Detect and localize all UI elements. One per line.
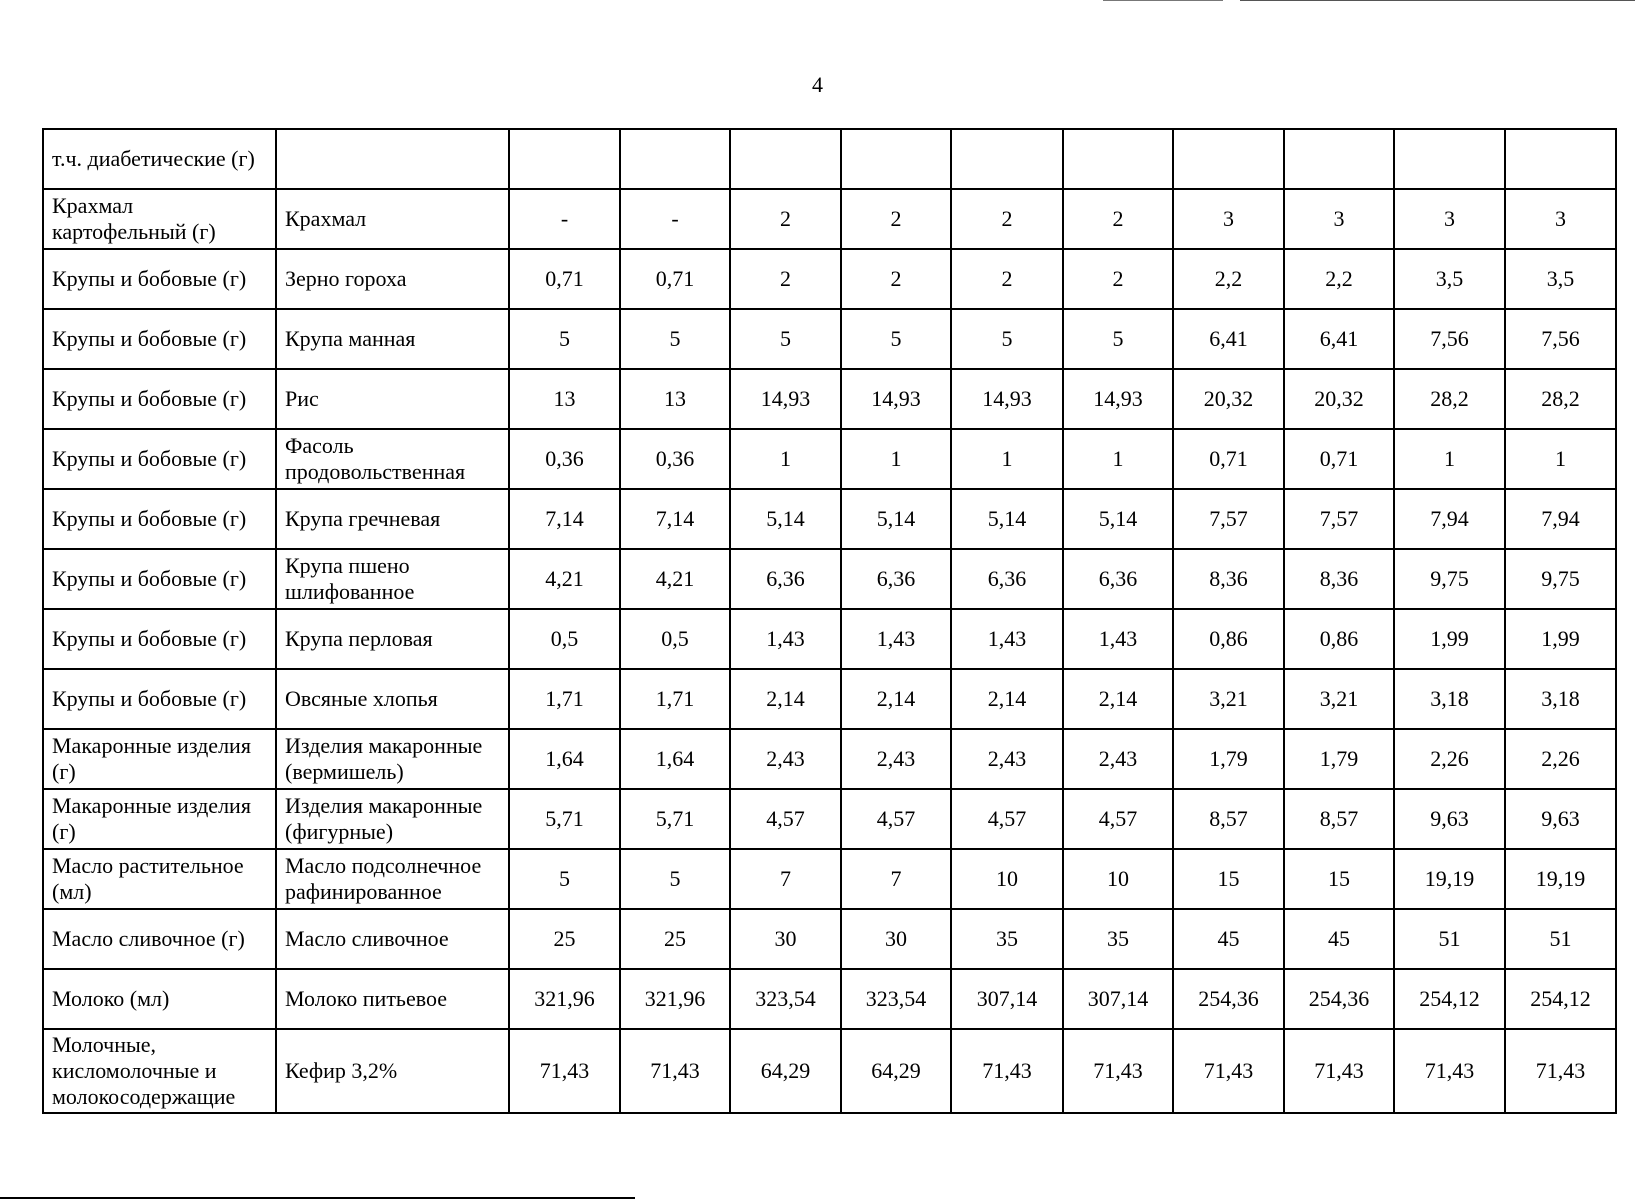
value-cell: 3 <box>1173 189 1284 249</box>
value-cell: 9,63 <box>1394 789 1505 849</box>
value-cell <box>1505 129 1616 189</box>
value-cell: 1,79 <box>1173 729 1284 789</box>
value-cell: 0,5 <box>509 609 620 669</box>
value-cell: 1,43 <box>841 609 951 669</box>
value-cell: 7,94 <box>1505 489 1616 549</box>
table-row <box>43 789 1616 849</box>
value-cell: 5 <box>620 309 730 369</box>
value-cell: 2 <box>730 189 841 249</box>
value-cell: 1,79 <box>1284 729 1394 789</box>
value-cell: 2,2 <box>1173 249 1284 309</box>
value-cell: 254,12 <box>1505 969 1616 1029</box>
value-cell: 8,36 <box>1284 549 1394 609</box>
value-cell: 51 <box>1505 909 1616 969</box>
value-cell: 3 <box>1505 189 1616 249</box>
value-cell: 2 <box>841 189 951 249</box>
value-cell: 30 <box>841 909 951 969</box>
value-cell: 0,71 <box>1284 429 1394 489</box>
product-cell <box>276 129 509 189</box>
product-cell: Крупа перловая <box>276 609 509 669</box>
value-cell: 321,96 <box>509 969 620 1029</box>
value-cell: 6,36 <box>841 549 951 609</box>
table-row <box>43 669 1616 729</box>
value-cell: 5 <box>730 309 841 369</box>
value-cell: 8,36 <box>1173 549 1284 609</box>
value-cell: 8,57 <box>1284 789 1394 849</box>
value-cell: 28,2 <box>1505 369 1616 429</box>
product-cell: Крупа манная <box>276 309 509 369</box>
value-cell: 5,14 <box>951 489 1063 549</box>
value-cell: 20,32 <box>1173 369 1284 429</box>
table-row <box>43 909 1616 969</box>
value-cell: 0,86 <box>1284 609 1394 669</box>
category-cell: Масло сливочное (г) <box>43 909 276 969</box>
value-cell: 5 <box>509 309 620 369</box>
value-cell: 2 <box>841 249 951 309</box>
value-cell: 3,18 <box>1394 669 1505 729</box>
value-cell: 8,57 <box>1173 789 1284 849</box>
value-cell: 3,5 <box>1394 249 1505 309</box>
value-cell: 4,57 <box>730 789 841 849</box>
product-cell: Овсяные хлопья <box>276 669 509 729</box>
value-cell: 4,21 <box>620 549 730 609</box>
value-cell: 7,56 <box>1505 309 1616 369</box>
value-cell: 7,57 <box>1284 489 1394 549</box>
value-cell: 71,43 <box>1063 1029 1173 1113</box>
value-cell: 3,5 <box>1505 249 1616 309</box>
table-body <box>43 129 1616 1113</box>
value-cell: 7,94 <box>1394 489 1505 549</box>
category-cell: Крупы и бобовые (г) <box>43 429 276 489</box>
value-cell: 6,41 <box>1284 309 1394 369</box>
category-cell: Крупы и бобовые (г) <box>43 369 276 429</box>
value-cell: 25 <box>620 909 730 969</box>
value-cell <box>841 129 951 189</box>
category-cell: Молоко (мл) <box>43 969 276 1029</box>
value-cell: 307,14 <box>1063 969 1173 1029</box>
value-cell: 3,21 <box>1173 669 1284 729</box>
value-cell: 0,5 <box>620 609 730 669</box>
value-cell: 71,43 <box>509 1029 620 1113</box>
category-cell: Крупы и бобовые (г) <box>43 669 276 729</box>
table-row <box>43 369 1616 429</box>
value-cell: 9,63 <box>1505 789 1616 849</box>
value-cell: 1,43 <box>730 609 841 669</box>
value-cell: 5 <box>841 309 951 369</box>
category-cell: Макаронные изделия (г) <box>43 789 276 849</box>
value-cell: 2 <box>951 249 1063 309</box>
table-row <box>43 189 1616 249</box>
value-cell: 5,14 <box>1063 489 1173 549</box>
value-cell: 1,64 <box>509 729 620 789</box>
value-cell: 2,26 <box>1505 729 1616 789</box>
value-cell: 1 <box>841 429 951 489</box>
value-cell: 7,14 <box>620 489 730 549</box>
value-cell: 3 <box>1394 189 1505 249</box>
category-cell: Крупы и бобовые (г) <box>43 309 276 369</box>
value-cell: 71,43 <box>1505 1029 1616 1113</box>
value-cell: 1,99 <box>1394 609 1505 669</box>
product-cell: Изделия макаронные (вермишель) <box>276 729 509 789</box>
value-cell: 5 <box>620 849 730 909</box>
value-cell <box>1063 129 1173 189</box>
product-cell: Рис <box>276 369 509 429</box>
value-cell: 51 <box>1394 909 1505 969</box>
product-cell: Масло сливочное <box>276 909 509 969</box>
value-cell: 7,57 <box>1173 489 1284 549</box>
value-cell: 3,21 <box>1284 669 1394 729</box>
value-cell: 28,2 <box>1394 369 1505 429</box>
value-cell: 1,64 <box>620 729 730 789</box>
value-cell: 2,14 <box>951 669 1063 729</box>
value-cell: 14,93 <box>730 369 841 429</box>
category-cell: Крупы и бобовые (г) <box>43 609 276 669</box>
value-cell: 254,12 <box>1394 969 1505 1029</box>
value-cell: - <box>620 189 730 249</box>
value-cell: 9,75 <box>1394 549 1505 609</box>
value-cell: 5 <box>951 309 1063 369</box>
value-cell: 64,29 <box>841 1029 951 1113</box>
value-cell: 30 <box>730 909 841 969</box>
category-cell: Крупы и бобовые (г) <box>43 489 276 549</box>
value-cell: 323,54 <box>841 969 951 1029</box>
table-row <box>43 309 1616 369</box>
value-cell: 4,57 <box>841 789 951 849</box>
value-cell: 2,43 <box>730 729 841 789</box>
value-cell: 1,71 <box>509 669 620 729</box>
value-cell: - <box>509 189 620 249</box>
value-cell: 307,14 <box>951 969 1063 1029</box>
value-cell: 14,93 <box>841 369 951 429</box>
value-cell: 1 <box>1505 429 1616 489</box>
table-row <box>43 1029 1616 1113</box>
value-cell: 2,14 <box>730 669 841 729</box>
value-cell: 1 <box>1394 429 1505 489</box>
value-cell <box>620 129 730 189</box>
value-cell: 323,54 <box>730 969 841 1029</box>
value-cell: 5,71 <box>620 789 730 849</box>
value-cell: 5,14 <box>841 489 951 549</box>
value-cell: 0,36 <box>620 429 730 489</box>
product-cell: Крупа гречневая <box>276 489 509 549</box>
value-cell: 20,32 <box>1284 369 1394 429</box>
value-cell: 6,41 <box>1173 309 1284 369</box>
value-cell: 2,14 <box>1063 669 1173 729</box>
value-cell <box>730 129 841 189</box>
scan-edge-line <box>1240 0 1635 1</box>
value-cell: 71,43 <box>620 1029 730 1113</box>
value-cell: 71,43 <box>1173 1029 1284 1113</box>
table-row <box>43 129 1616 189</box>
table-row <box>43 489 1616 549</box>
value-cell: 7 <box>841 849 951 909</box>
value-cell: 7,14 <box>509 489 620 549</box>
value-cell: 14,93 <box>1063 369 1173 429</box>
page-number: 4 <box>812 72 823 97</box>
value-cell: 5,14 <box>730 489 841 549</box>
table-row <box>43 729 1616 789</box>
value-cell: 71,43 <box>1284 1029 1394 1113</box>
table-row <box>43 609 1616 669</box>
value-cell: 35 <box>951 909 1063 969</box>
value-cell: 2 <box>1063 249 1173 309</box>
value-cell: 2 <box>730 249 841 309</box>
value-cell: 254,36 <box>1284 969 1394 1029</box>
value-cell: 0,71 <box>1173 429 1284 489</box>
value-cell: 4,57 <box>1063 789 1173 849</box>
scan-edge-line <box>1103 0 1223 1</box>
value-cell: 4,21 <box>509 549 620 609</box>
value-cell: 1 <box>730 429 841 489</box>
category-cell: Крупы и бобовые (г) <box>43 249 276 309</box>
value-cell: 19,19 <box>1394 849 1505 909</box>
value-cell <box>1173 129 1284 189</box>
category-cell: т.ч. диабетические (г) <box>43 129 276 189</box>
value-cell: 13 <box>620 369 730 429</box>
value-cell: 10 <box>1063 849 1173 909</box>
table-row <box>43 549 1616 609</box>
table-row <box>43 849 1616 909</box>
value-cell: 1,71 <box>620 669 730 729</box>
category-cell: Крупы и бобовые (г) <box>43 549 276 609</box>
value-cell: 2,26 <box>1394 729 1505 789</box>
value-cell: 14,93 <box>951 369 1063 429</box>
category-cell: Макаронные изделия (г) <box>43 729 276 789</box>
product-cell: Масло подсолнечное рафинированное <box>276 849 509 909</box>
value-cell: 35 <box>1063 909 1173 969</box>
value-cell: 15 <box>1284 849 1394 909</box>
table-row <box>43 429 1616 489</box>
value-cell: 71,43 <box>1394 1029 1505 1113</box>
value-cell: 2 <box>951 189 1063 249</box>
value-cell: 5,71 <box>509 789 620 849</box>
product-cell: Фасоль продовольственная <box>276 429 509 489</box>
value-cell <box>1394 129 1505 189</box>
value-cell: 1,43 <box>951 609 1063 669</box>
value-cell: 2,43 <box>1063 729 1173 789</box>
product-cell: Крахмал <box>276 189 509 249</box>
value-cell: 254,36 <box>1173 969 1284 1029</box>
value-cell <box>509 129 620 189</box>
table-row <box>43 969 1616 1029</box>
ration-table <box>42 128 1617 1114</box>
value-cell: 2,43 <box>841 729 951 789</box>
value-cell: 2 <box>1063 189 1173 249</box>
value-cell: 2,14 <box>841 669 951 729</box>
value-cell: 45 <box>1173 909 1284 969</box>
value-cell: 1 <box>1063 429 1173 489</box>
value-cell: 0,71 <box>509 249 620 309</box>
value-cell: 71,43 <box>951 1029 1063 1113</box>
value-cell: 4,57 <box>951 789 1063 849</box>
value-cell: 9,75 <box>1505 549 1616 609</box>
value-cell: 3,18 <box>1505 669 1616 729</box>
value-cell: 6,36 <box>951 549 1063 609</box>
value-cell: 5 <box>509 849 620 909</box>
value-cell: 0,86 <box>1173 609 1284 669</box>
value-cell: 3 <box>1284 189 1394 249</box>
value-cell: 6,36 <box>730 549 841 609</box>
category-cell: Молочные, кисломолочные и молокосодержащие <box>43 1029 276 1113</box>
value-cell: 321,96 <box>620 969 730 1029</box>
value-cell: 2,43 <box>951 729 1063 789</box>
value-cell: 5 <box>1063 309 1173 369</box>
value-cell: 45 <box>1284 909 1394 969</box>
product-cell: Молоко питьевое <box>276 969 509 1029</box>
value-cell: 2,2 <box>1284 249 1394 309</box>
value-cell: 10 <box>951 849 1063 909</box>
value-cell: 7,56 <box>1394 309 1505 369</box>
category-cell: Масло растительное (мл) <box>43 849 276 909</box>
value-cell: 25 <box>509 909 620 969</box>
value-cell: 1,43 <box>1063 609 1173 669</box>
product-cell: Крупа пшено шлифованное <box>276 549 509 609</box>
value-cell: 15 <box>1173 849 1284 909</box>
value-cell: 13 <box>509 369 620 429</box>
value-cell: 64,29 <box>730 1029 841 1113</box>
value-cell <box>1284 129 1394 189</box>
category-cell: Крахмал картофельный (г) <box>43 189 276 249</box>
scan-edge-line <box>0 1197 635 1199</box>
value-cell: 1,99 <box>1505 609 1616 669</box>
value-cell <box>951 129 1063 189</box>
value-cell: 1 <box>951 429 1063 489</box>
value-cell: 19,19 <box>1505 849 1616 909</box>
product-cell: Изделия макаронные (фигурные) <box>276 789 509 849</box>
product-cell: Зерно гороха <box>276 249 509 309</box>
product-cell: Кефир 3,2% <box>276 1029 509 1113</box>
value-cell: 0,36 <box>509 429 620 489</box>
table-row <box>43 249 1616 309</box>
value-cell: 7 <box>730 849 841 909</box>
value-cell: 6,36 <box>1063 549 1173 609</box>
value-cell: 0,71 <box>620 249 730 309</box>
